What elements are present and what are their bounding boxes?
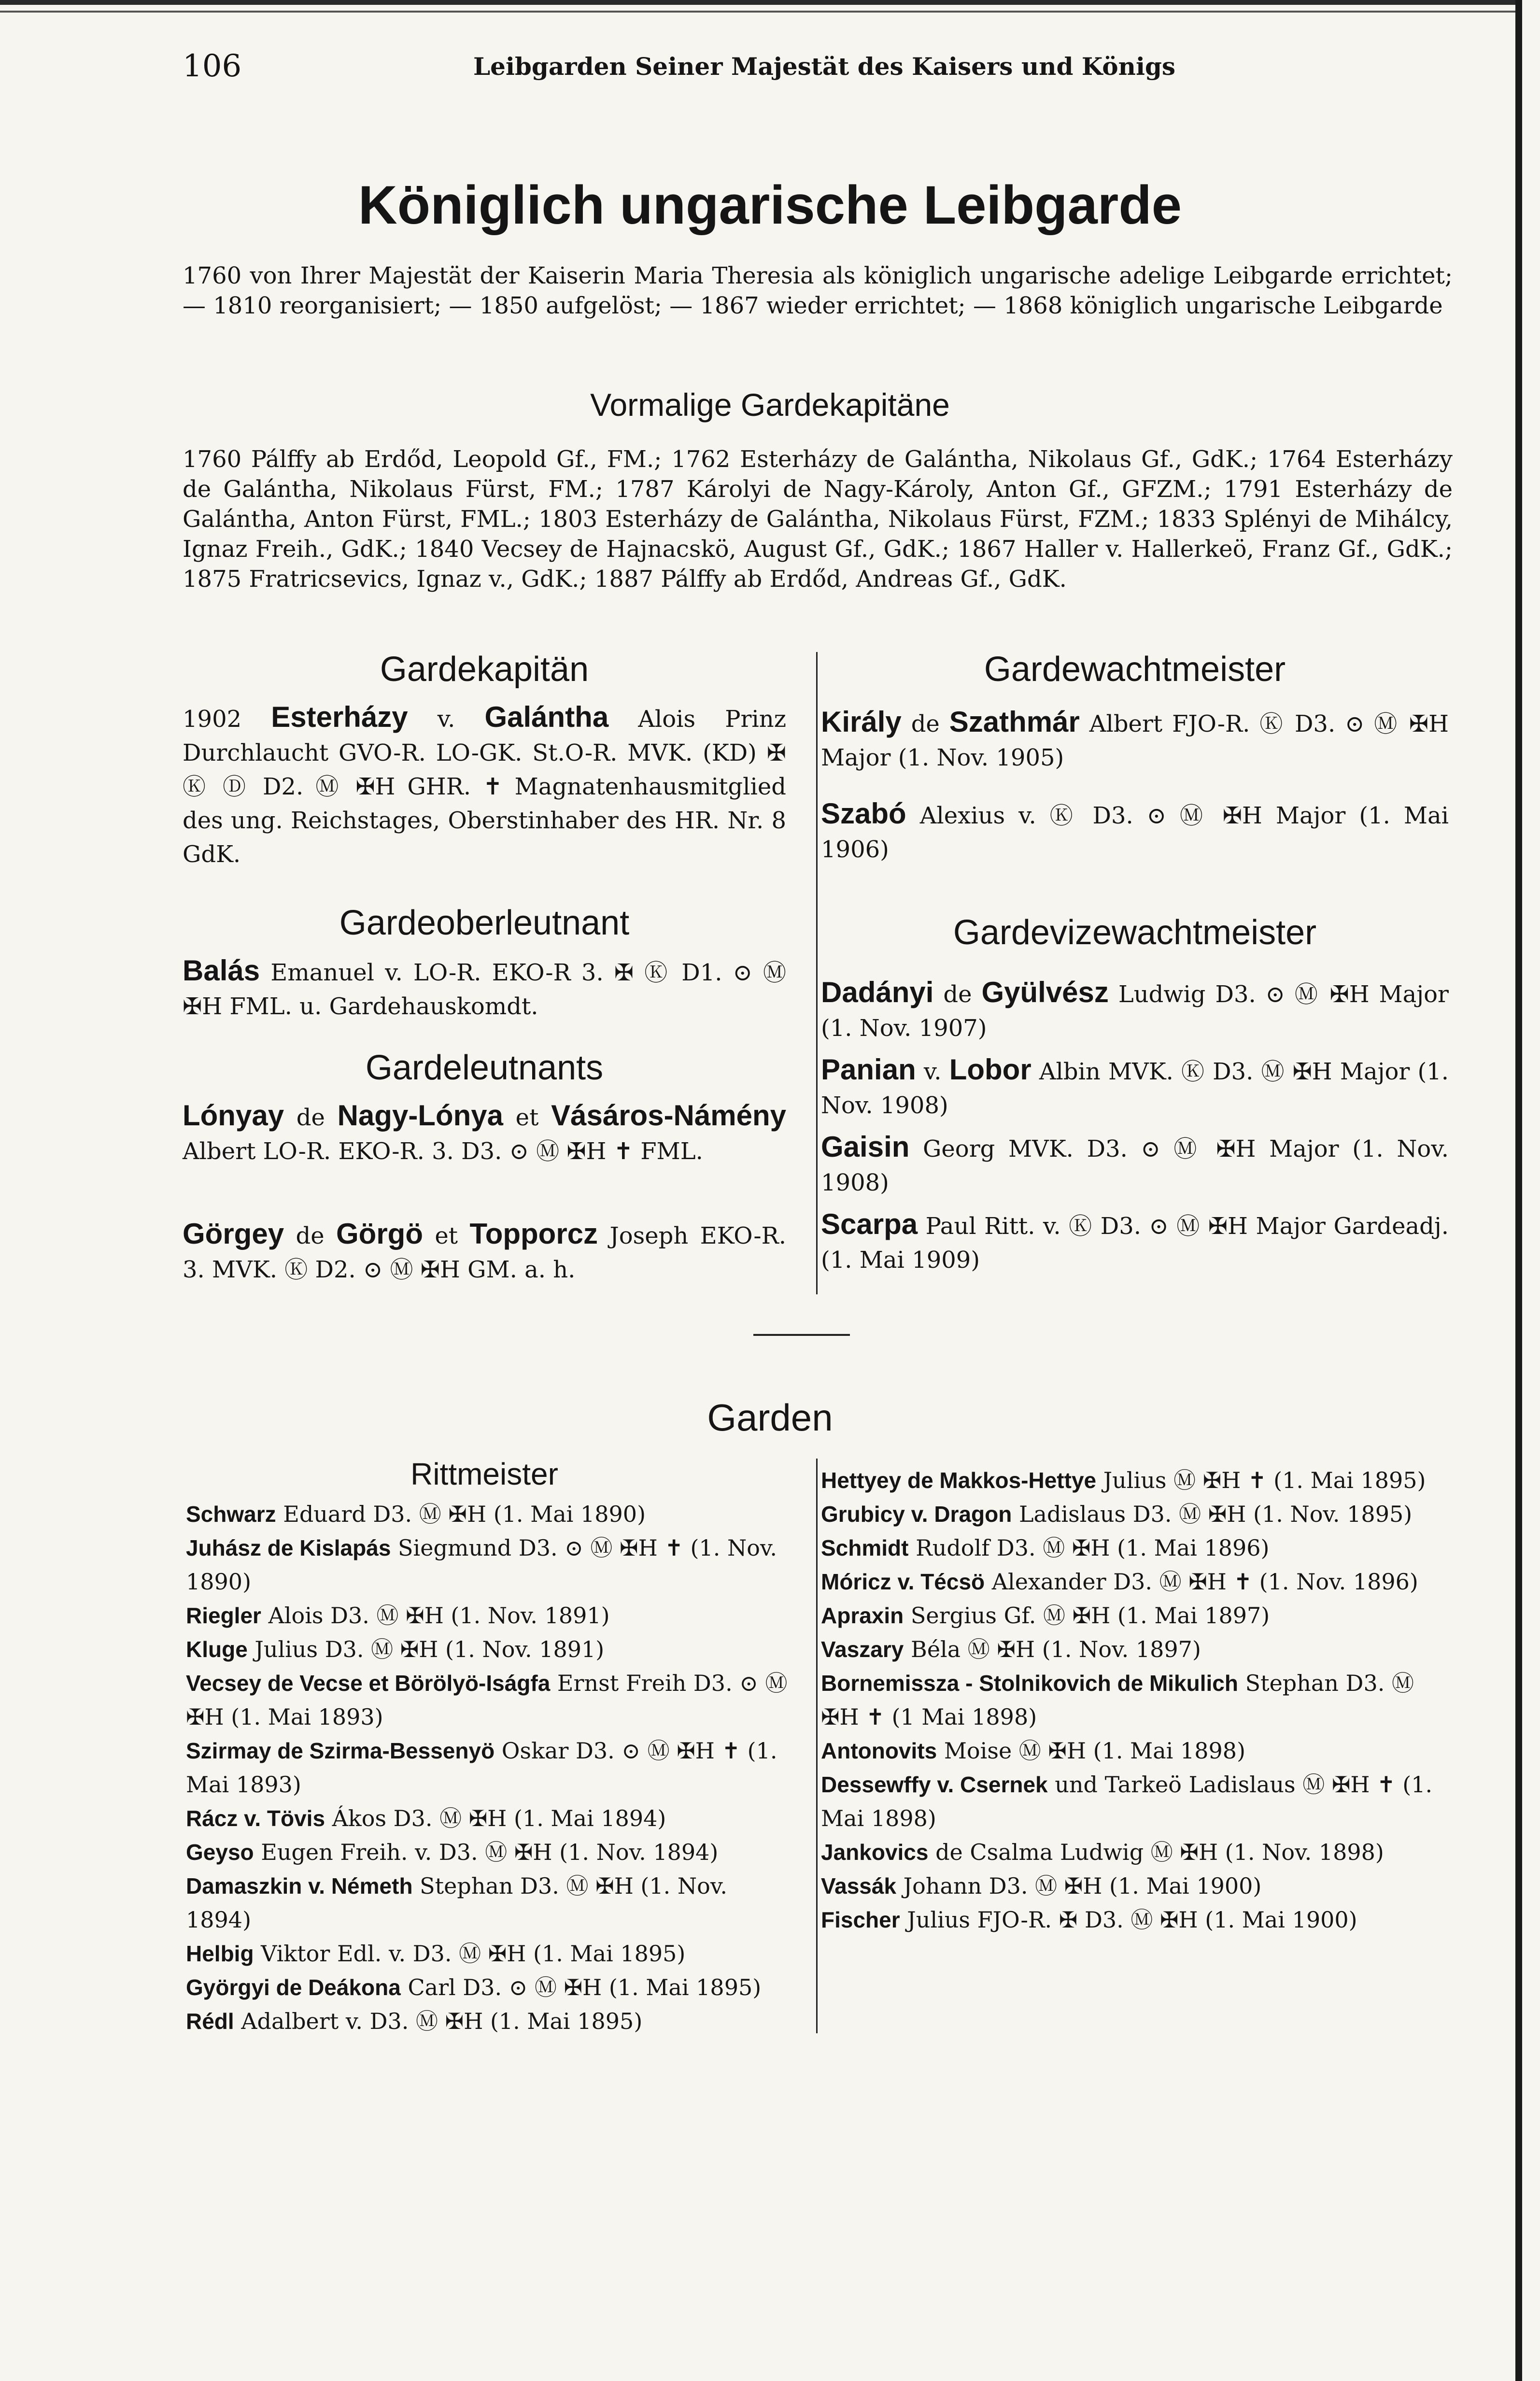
rittmeister-list-right (821, 1463, 1449, 1937)
rittmeister-details: Béla Ⓜ ✠H (1. Nov. 1897) (904, 1636, 1201, 1662)
rittmeister-entry (186, 1666, 799, 1734)
rittmeister-details: Ladislaus D3. Ⓜ ✠H (1. Nov. 1895) (1012, 1501, 1413, 1527)
oberleutnant-heading: Gardeoberleutnant (339, 904, 630, 942)
leutnant-entry (183, 1217, 786, 1287)
rittmeister-details: Julius FJO-R. ✠ D3. Ⓜ ✠H (1. Mai 1900) (900, 1907, 1357, 1933)
rittmeister-entry (186, 1734, 799, 1801)
rittmeister-details: Viktor Edl. v. D3. Ⓜ ✠H (1. Mai 1895) (254, 1941, 686, 1967)
column-divider-top (816, 652, 818, 1294)
rittmeister-name: Móricz v. Técsö (821, 1569, 985, 1594)
rittmeister-details: Eugen Freih. v. D3. Ⓜ ✠H (1. Nov. 1894) (254, 1839, 719, 1865)
vize-details: Georg MVK. D3. ⊙ Ⓜ ✠H Major (1. Nov. 1908) (821, 1135, 1449, 1196)
rittmeister-entry (821, 1599, 1449, 1632)
rittmeister-entry (186, 2004, 799, 2038)
rittmeister-name: Juhász de Kislapás (186, 1535, 391, 1560)
rittmeister-details: Julius D3. Ⓜ ✠H (1. Nov. 1891) (247, 1636, 605, 1662)
leutnant-details: Joseph EKO-R. 3. MVK. Ⓚ D2. ⊙ Ⓜ ✠H GM. a. h. (183, 1222, 787, 1283)
vize-details: Paul Ritt. v. Ⓚ D3. ⊙ Ⓜ ✠H Major Gardeadj. (1. Mai 1909) (821, 1213, 1449, 1274)
leutnant-name3: Topporcz (469, 1218, 598, 1250)
rittmeister-details: de Csalma Ludwig Ⓜ ✠H (1. Nov. 1898) (928, 1839, 1384, 1865)
rittmeister-heading: Rittmeister (410, 1457, 558, 1491)
oberleutnant-entry (183, 954, 786, 1023)
vize-entry (821, 1207, 1449, 1277)
rittmeister-entry (821, 1531, 1449, 1565)
captain-year: 1902 (183, 706, 242, 733)
rittmeister-name: Dessewffy v. Csernek (821, 1772, 1048, 1797)
rittmeister-entry (821, 1869, 1449, 1903)
captain-heading: Gardekapitän (380, 650, 589, 689)
rittmeister-name: Schmidt (821, 1535, 909, 1560)
vize-name: Scarpa (821, 1208, 918, 1240)
wachtmeister-name2: Szathmár (949, 706, 1080, 738)
rittmeister-entry (821, 1463, 1449, 1497)
vize-entry (821, 976, 1449, 1045)
wachtmeister-entry (821, 705, 1449, 775)
rittmeister-name: Schwarz (186, 1502, 276, 1527)
leutnant-mid: de (284, 1222, 337, 1249)
garden-heading: Garden (707, 1396, 833, 1439)
leutnant-name: Görgey (183, 1218, 284, 1250)
rittmeister-details: Oskar D3. ⊙ Ⓜ ✠H ✝ (1. Mai 1893) (186, 1738, 777, 1798)
rittmeister-name: Grubicy v. Dragon (821, 1502, 1012, 1527)
rittmeister-entry (186, 1970, 799, 2004)
rittmeister-entry (186, 1632, 799, 1666)
rittmeister-details: Rudolf D3. Ⓜ ✠H (1. Mai 1896) (908, 1535, 1270, 1561)
wachtmeister-mid: de (901, 710, 949, 737)
rittmeister-name: Rédl (186, 2009, 234, 2034)
rittmeister-entry (821, 1565, 1449, 1599)
rittmeister-name: Szirmay de Szirma-Bessenyö (186, 1738, 495, 1763)
captain-details: Alois Prinz Durchlaucht GVO-R. LO-GK. St.O-R. MVK. (KD) ✠ Ⓚ Ⓓ D2. Ⓜ ✠H GHR. ✝ Magnatenhausmitglied des ung. Reichstages, Oberstinhaber des HR. Nr. 8 GdK. (183, 706, 786, 868)
vize-name: Gaisin (821, 1131, 910, 1163)
rittmeister-entry (821, 1835, 1449, 1869)
rittmeister-name: Kluge (186, 1637, 248, 1662)
page-top-edge (0, 0, 1521, 5)
vize-name: Panian (821, 1053, 916, 1086)
leutnant-entry (183, 1099, 786, 1168)
rittmeister-name: Vassák (821, 1873, 897, 1899)
rittmeister-name: Vecsey de Vecse et Börölyö-Iságfa (186, 1671, 551, 1696)
rittmeister-entry (821, 1734, 1449, 1768)
vize-mid: v. (916, 1058, 949, 1085)
rittmeister-details: Johann D3. Ⓜ ✠H (1. Mai 1900) (896, 1873, 1262, 1899)
rittmeister-name: Apraxin (821, 1603, 904, 1628)
oberleutnant-details: Emanuel v. LO-R. EKO-R 3. ✠ Ⓚ D1. ⊙ Ⓜ ✠H FML. u. Gardehauskomdt. (183, 959, 786, 1020)
oberleutnant-name: Balás (183, 954, 260, 987)
rittmeister-name: Jankovics (821, 1840, 929, 1865)
wachtmeister-details: Alexius v. Ⓚ D3. ⊙ Ⓜ ✠H Major (1. Mai 1906) (821, 802, 1449, 863)
rittmeister-name: Antonovits (821, 1738, 937, 1763)
rittmeister-entry (821, 1632, 1449, 1666)
rittmeister-name: Györgyi de Deákona (186, 1975, 401, 2000)
rittmeister-details: Stephan D3. Ⓜ ✠H (1. Nov. 1894) (186, 1873, 727, 1933)
leutnant-mid: de (284, 1104, 338, 1131)
rittmeister-entry (821, 1666, 1449, 1734)
vizewachtmeister-heading: Gardevizewachtmeister (953, 913, 1317, 952)
former-captains-text: 1760 Pálffy ab Erdőd, Leopold Gf., FM.; 1762 Esterházy de Galántha, Nikolaus Gf., GdK.; 1764 Esterházy de Galántha, Nikolaus Fürst, FM.; 1787 Károlyi de Nagy-Károly, Anton Gf., GFZM.; 1791 Esterházy de Galántha, Anton Fürst, FML.; 1803 Esterházy de Galántha, Nikolaus Fürst, FZM.; 1833 Splényi de Mihálcy, Ignaz Freih., GdK.; 1840 Vecsey de Hajnacskö, August Gf., GdK.; 1867 Haller v. Hallerkeö, Franz Gf., GdK.; 1875 Fratricsevics, Ignaz v., GdK.; 1887 Pálffy ab Erdőd, Andreas Gf., GdK. (183, 446, 1453, 593)
rittmeister-details: Alois D3. Ⓜ ✠H (1. Nov. 1891) (261, 1602, 610, 1629)
page-number: 106 (183, 48, 242, 84)
rittmeister-details: Sergius Gf. Ⓜ ✠H (1. Mai 1897) (904, 1602, 1270, 1629)
vize-details: Ludwig D3. ⊙ Ⓜ ✠H Major (1. Nov. 1907) (821, 981, 1449, 1042)
rittmeister-name: Hettyey de Makkos-Hettye (821, 1468, 1097, 1493)
rittmeister-details: Stephan D3. Ⓜ ✠H ✝ (1 Mai 1898) (821, 1670, 1414, 1730)
rittmeister-name: Rácz v. Tövis (186, 1806, 325, 1831)
rittmeister-details: Carl D3. ⊙ Ⓜ ✠H (1. Mai 1895) (400, 1974, 762, 2000)
leutnants-heading: Gardeleutnants (365, 1049, 604, 1087)
rittmeister-entry (821, 1903, 1449, 1937)
page-top-line (0, 11, 1521, 13)
vize-entry (821, 1130, 1449, 1200)
running-head: Leibgarden Seiner Majestät des Kaisers und Königs (473, 52, 1176, 81)
rittmeister-entry (186, 1869, 799, 1937)
rittmeister-name: Vaszary (821, 1637, 904, 1662)
leutnant-name: Lónyay (183, 1099, 284, 1132)
rittmeister-entry (821, 1497, 1449, 1531)
wachtmeister-name: Szabó (821, 797, 906, 830)
rittmeister-entry (186, 1937, 799, 1970)
column-divider-bottom (816, 1459, 818, 2033)
rittmeister-details: und Tarkeö Ladislaus Ⓜ ✠H ✝ (1. Mai 1898) (821, 1772, 1433, 1831)
rittmeister-name: Riegler (186, 1603, 261, 1628)
rittmeister-name: Geyso (186, 1840, 254, 1865)
rittmeister-name: Helbig (186, 1941, 254, 1966)
rittmeister-details: Siegmund D3. ⊙ Ⓜ ✠H ✝ (1. Nov. 1890) (186, 1535, 777, 1595)
section-divider (753, 1334, 850, 1336)
rittmeister-details: Julius Ⓜ ✠H ✝ (1. Mai 1895) (1096, 1467, 1426, 1493)
leutnant-details: Albert LO-R. EKO-R. 3. D3. ⊙ Ⓜ ✠H ✝ FML. (183, 1138, 703, 1165)
leutnant-name2: Görgö (336, 1218, 423, 1250)
captain-entry (183, 700, 786, 871)
vize-name2: Gyülvész (981, 976, 1109, 1008)
rittmeister-details: Alexander D3. Ⓜ ✠H ✝ (1. Nov. 1896) (985, 1569, 1418, 1595)
former-captains-heading: Vormalige Gardekapitäne (590, 387, 950, 423)
wachtmeister-heading: Gardewachtmeister (984, 650, 1286, 689)
wachtmeister-details: Albert FJO-R. Ⓚ D3. ⊙ Ⓜ ✠H Major (1. Nov. 1905) (821, 710, 1449, 771)
wachtmeister-entry (821, 797, 1449, 866)
captain-mid: v. (408, 706, 485, 733)
rittmeister-entry (186, 1497, 799, 1531)
rittmeister-details: Ákos D3. Ⓜ ✠H (1. Mai 1894) (325, 1805, 666, 1831)
rittmeister-details: Eduard D3. Ⓜ ✠H (1. Mai 1890) (276, 1501, 646, 1527)
page-title: Königlich ungarische Leibgarde (358, 175, 1182, 235)
vize-entry (821, 1053, 1449, 1122)
vize-name2: Lobor (949, 1053, 1031, 1086)
intro-paragraph: 1760 von Ihrer Majestät der Kaiserin Maria Theresia als königlich ungarische adelige Leibgarde errichtet; — 1810 reorganisiert; — 1850 aufgelöst; — 1867 wieder errichtet; — 1868 königlich ungarische Leibgarde (183, 262, 1453, 319)
rittmeister-entry (186, 1531, 799, 1599)
leutnant-mid2: et (423, 1222, 470, 1249)
rittmeister-details: Adalbert v. D3. Ⓜ ✠H (1. Mai 1895) (234, 2008, 643, 2034)
rittmeister-entry (821, 1768, 1449, 1835)
captain-name: Esterházy (271, 701, 408, 733)
rittmeister-entry (186, 1801, 799, 1835)
leutnant-name3: Vásáros-Námény (551, 1099, 786, 1132)
rittmeister-name: Bornemissza - Stolnikovich de Mikulich (821, 1671, 1238, 1696)
wachtmeister-name: Király (821, 706, 902, 738)
rittmeister-name: Damaszkin v. Németh (186, 1873, 413, 1899)
vize-details: Albin MVK. Ⓚ D3. Ⓜ ✠H Major (1. Nov. 1908) (821, 1058, 1449, 1119)
rittmeister-name: Fischer (821, 1907, 900, 1932)
vize-mid: de (933, 981, 982, 1008)
rittmeister-entry (186, 1835, 799, 1869)
captain-name2: Galántha (484, 701, 609, 733)
rittmeister-details: Ernst Freih D3. ⊙ Ⓜ ✠H (1. Mai 1893) (186, 1670, 788, 1730)
vize-name: Dadányi (821, 976, 934, 1008)
leutnant-name2: Nagy-Lónya (337, 1099, 503, 1132)
rittmeister-entry (186, 1599, 799, 1632)
rittmeister-list-left (186, 1497, 799, 2038)
rittmeister-details: Moise Ⓜ ✠H (1. Mai 1898) (937, 1738, 1246, 1764)
page-right-edge (1515, 0, 1522, 2381)
leutnant-mid2: et (503, 1104, 551, 1131)
